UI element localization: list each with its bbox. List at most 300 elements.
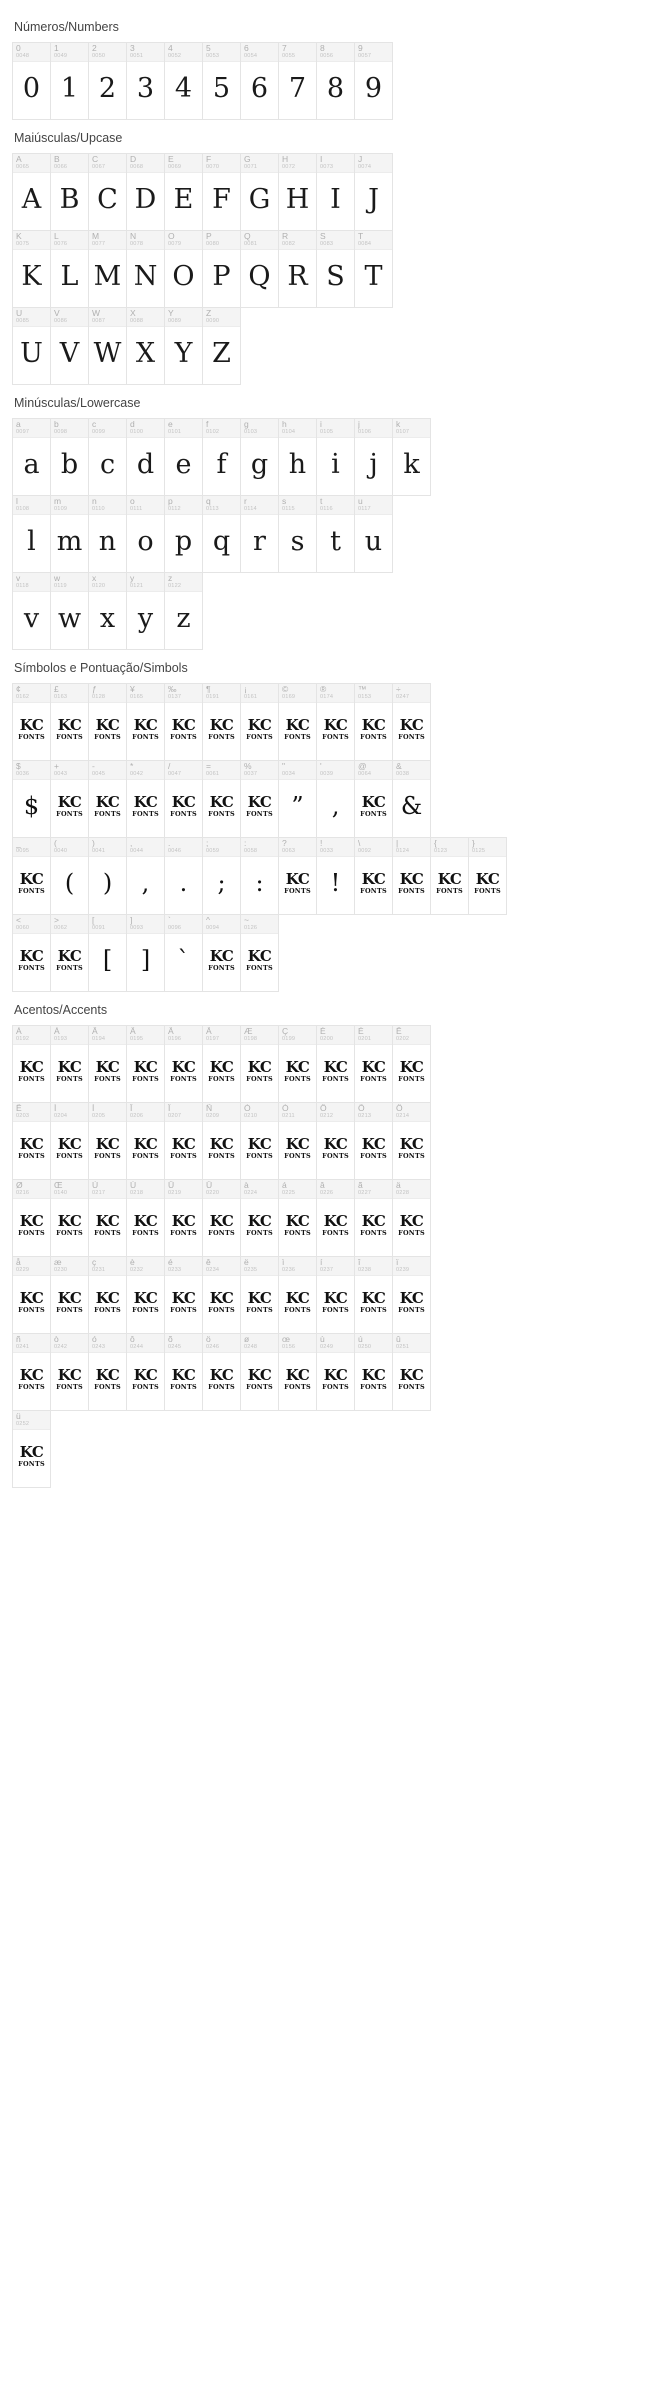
- glyph-cell[interactable]: [126, 1179, 165, 1257]
- kc-fonts-logo: [322, 1134, 349, 1161]
- kc-fonts-logo-kc: KC: [247, 1365, 272, 1385]
- glyph-cell[interactable]: [354, 1102, 393, 1180]
- glyph-art: [51, 173, 88, 230]
- glyph-code-label: 0230: [54, 1267, 68, 1273]
- glyph-meta: [393, 684, 430, 703]
- glyph-cell[interactable]: [202, 837, 241, 915]
- glyph-meta: [51, 1180, 88, 1199]
- glyph-cell[interactable]: [50, 1256, 89, 1334]
- glyph-cell[interactable]: [240, 418, 279, 496]
- glyph-cell[interactable]: [88, 1102, 127, 1180]
- glyph-cell[interactable]: [202, 1102, 241, 1180]
- kc-fonts-logo-kc: KC: [209, 1057, 234, 1077]
- glyph-character-label: Ã: [130, 1027, 136, 1036]
- kc-fonts-logo-kc: KC: [209, 1288, 234, 1308]
- glyph-cell[interactable]: [88, 683, 127, 761]
- glyph-cell[interactable]: [88, 1025, 127, 1103]
- glyph-art: [165, 857, 202, 914]
- glyph-cell[interactable]: [316, 1025, 355, 1103]
- kc-fonts-logo: [18, 946, 45, 973]
- glyph-cell[interactable]: [468, 837, 507, 915]
- glyph-cell[interactable]: [12, 683, 51, 761]
- glyph-code-label: 0246: [206, 1344, 220, 1350]
- glyph-cell[interactable]: [88, 1333, 127, 1411]
- glyph-meta: [203, 838, 240, 857]
- section-title: Minúsculas/Lowercase: [14, 396, 141, 410]
- glyph-cell[interactable]: [202, 418, 241, 496]
- kc-fonts-logo-fonts: FONTS: [56, 1229, 83, 1238]
- kc-fonts-logo: [56, 1211, 83, 1238]
- glyph-cell[interactable]: [278, 418, 317, 496]
- glyph-cell[interactable]: [126, 153, 165, 231]
- glyph-code-label: 0191: [206, 694, 220, 700]
- kc-fonts-logo-kc: KC: [247, 1288, 272, 1308]
- glyph-cell[interactable]: [164, 495, 203, 573]
- glyph-specimen: R: [287, 260, 308, 292]
- kc-fonts-logo-kc: KC: [171, 1134, 196, 1154]
- glyph-cell[interactable]: [50, 837, 89, 915]
- glyph-cell[interactable]: [50, 307, 89, 385]
- glyph-cell[interactable]: [278, 683, 317, 761]
- glyph-code-label: 0123: [434, 848, 448, 854]
- glyph-cell[interactable]: [126, 572, 165, 650]
- glyph-code-label: 0245: [168, 1344, 182, 1350]
- glyph-cell[interactable]: [88, 1256, 127, 1334]
- glyph-cell[interactable]: [392, 683, 431, 761]
- glyph-character-label: ): [92, 839, 95, 848]
- glyph-cell[interactable]: [392, 1256, 431, 1334]
- glyph-cell[interactable]: [12, 495, 51, 573]
- glyph-cell[interactable]: [202, 760, 241, 838]
- glyph-cell[interactable]: [126, 1333, 165, 1411]
- kc-fonts-logo-fonts: FONTS: [322, 1306, 349, 1315]
- kc-fonts-logo: [284, 1288, 311, 1315]
- glyph-cell[interactable]: [354, 230, 393, 308]
- glyph-cell[interactable]: [50, 153, 89, 231]
- glyph-cell[interactable]: [202, 1179, 241, 1257]
- glyph-cell[interactable]: [126, 1025, 165, 1103]
- glyph-cell[interactable]: [50, 418, 89, 496]
- glyph-meta: [13, 308, 50, 327]
- glyph-cell[interactable]: [392, 1102, 431, 1180]
- kc-fonts-logo-fonts: FONTS: [208, 1306, 235, 1315]
- glyph-cell[interactable]: [12, 1025, 51, 1103]
- glyph-cell[interactable]: [202, 1256, 241, 1334]
- glyph-cell[interactable]: [88, 418, 127, 496]
- glyph-code-label: 0057: [358, 53, 372, 59]
- glyph-art: [355, 703, 392, 760]
- kc-fonts-logo-fonts: FONTS: [360, 810, 387, 819]
- glyph-cell[interactable]: [50, 914, 89, 992]
- glyph-cell[interactable]: [240, 495, 279, 573]
- glyph-cell[interactable]: [126, 495, 165, 573]
- glyph-cell[interactable]: [126, 307, 165, 385]
- glyph-code-label: 0074: [358, 164, 372, 170]
- glyph-art: [51, 250, 88, 307]
- glyph-specimen: N: [133, 260, 158, 292]
- glyph-cell[interactable]: [278, 42, 317, 120]
- glyph-cell[interactable]: [164, 914, 203, 992]
- glyph-cell[interactable]: [202, 1333, 241, 1411]
- glyph-code-label: 0210: [244, 1113, 258, 1119]
- glyph-cell[interactable]: [126, 230, 165, 308]
- glyph-cell[interactable]: [164, 683, 203, 761]
- glyph-art: [279, 1276, 316, 1333]
- kc-fonts-logo-kc: KC: [209, 715, 234, 735]
- glyph-cell[interactable]: [354, 1333, 393, 1411]
- glyph-code-label: 0096: [168, 925, 182, 931]
- glyph-cell[interactable]: [12, 1102, 51, 1180]
- glyph-cell[interactable]: [392, 1025, 431, 1103]
- glyph-art: [13, 515, 50, 572]
- glyph-cell[interactable]: [202, 914, 241, 992]
- glyph-character-label: @: [358, 762, 367, 771]
- glyph-cell[interactable]: [164, 1179, 203, 1257]
- glyph-character-label: .: [168, 839, 171, 848]
- glyph-cell[interactable]: [164, 572, 203, 650]
- glyph-cell[interactable]: [202, 153, 241, 231]
- glyph-code-label: 0218: [130, 1190, 144, 1196]
- glyph-cell[interactable]: [202, 1025, 241, 1103]
- glyph-code-label: 0205: [92, 1113, 106, 1119]
- glyph-art: [51, 1276, 88, 1333]
- glyph-character-label: a: [16, 420, 21, 429]
- glyph-cell[interactable]: [88, 837, 127, 915]
- glyph-cell[interactable]: [316, 153, 355, 231]
- kc-fonts-logo-fonts: FONTS: [94, 1152, 121, 1161]
- glyph-cell[interactable]: [164, 307, 203, 385]
- glyph-art: [317, 62, 354, 119]
- kc-fonts-logo-kc: KC: [247, 946, 272, 966]
- glyph-meta: [317, 1026, 354, 1045]
- glyph-cell[interactable]: [278, 837, 317, 915]
- glyph-cell[interactable]: [12, 837, 51, 915]
- glyph-cell[interactable]: [164, 1256, 203, 1334]
- glyph-specimen: ‚: [331, 792, 340, 821]
- glyph-art: [203, 515, 240, 572]
- glyph-cell[interactable]: [278, 760, 317, 838]
- glyph-cell[interactable]: [164, 1102, 203, 1180]
- glyph-art: [355, 515, 392, 572]
- glyph-character-label: O: [168, 232, 175, 241]
- kc-fonts-logo-fonts: FONTS: [398, 1306, 425, 1315]
- glyph-art: [241, 934, 278, 991]
- glyph-specimen: s: [290, 525, 305, 557]
- kc-fonts-logo-kc: KC: [171, 1365, 196, 1385]
- glyph-cell[interactable]: [278, 1102, 317, 1180]
- glyph-cell[interactable]: [12, 914, 51, 992]
- kc-fonts-logo-kc: KC: [323, 1288, 348, 1308]
- glyph-cell[interactable]: [126, 42, 165, 120]
- glyph-cell[interactable]: [392, 760, 431, 838]
- kc-fonts-logo: [132, 715, 159, 742]
- glyph-code-label: 0107: [396, 429, 410, 435]
- glyph-cell[interactable]: [354, 760, 393, 838]
- kc-fonts-logo-kc: KC: [399, 1365, 424, 1385]
- glyph-cell[interactable]: [316, 1256, 355, 1334]
- glyph-meta: [89, 1334, 126, 1353]
- glyph-character-label: l: [16, 497, 18, 506]
- glyph-cell[interactable]: [392, 1179, 431, 1257]
- glyph-meta: [241, 231, 278, 250]
- glyph-cell[interactable]: [354, 418, 393, 496]
- glyph-character-label: (: [54, 839, 57, 848]
- glyph-cell[interactable]: [50, 1102, 89, 1180]
- glyph-row: [12, 42, 649, 119]
- kc-fonts-logo-kc: KC: [361, 1211, 386, 1231]
- glyph-cell[interactable]: [202, 42, 241, 120]
- kc-fonts-logo-fonts: FONTS: [56, 964, 83, 973]
- glyph-cell[interactable]: [316, 495, 355, 573]
- glyph-cell[interactable]: [278, 495, 317, 573]
- glyph-cell[interactable]: [392, 837, 431, 915]
- glyph-cell[interactable]: [430, 837, 469, 915]
- glyph-cell[interactable]: [50, 683, 89, 761]
- kc-fonts-logo-fonts: FONTS: [246, 1229, 273, 1238]
- glyph-cell[interactable]: [316, 1102, 355, 1180]
- glyph-art: [203, 934, 240, 991]
- glyph-cell[interactable]: [126, 683, 165, 761]
- glyph-cell[interactable]: [50, 572, 89, 650]
- kc-fonts-logo: [436, 869, 463, 896]
- glyph-character-label: ,: [130, 839, 133, 848]
- glyph-character-label: -: [92, 762, 95, 771]
- glyph-cell[interactable]: [164, 230, 203, 308]
- glyph-cell[interactable]: [240, 1256, 279, 1334]
- glyph-art: [51, 592, 88, 649]
- glyph-meta: [127, 915, 164, 934]
- glyph-cell[interactable]: [240, 760, 279, 838]
- glyph-cell[interactable]: [164, 760, 203, 838]
- glyph-cell[interactable]: [126, 418, 165, 496]
- kc-fonts-logo-fonts: FONTS: [284, 1152, 311, 1161]
- glyph-cell[interactable]: [316, 418, 355, 496]
- glyph-cell[interactable]: [88, 307, 127, 385]
- glyph-cell[interactable]: [278, 1179, 317, 1257]
- glyph-art: [317, 438, 354, 495]
- kc-fonts-logo: [56, 946, 83, 973]
- glyph-cell[interactable]: [354, 683, 393, 761]
- kc-fonts-logo-kc: KC: [57, 1057, 82, 1077]
- kc-fonts-logo-kc: KC: [209, 1365, 234, 1385]
- kc-fonts-logo-kc: KC: [361, 715, 386, 735]
- glyph-cell[interactable]: [278, 153, 317, 231]
- glyph-cell[interactable]: [12, 1256, 51, 1334]
- glyph-cell[interactable]: [12, 307, 51, 385]
- glyph-cell[interactable]: [240, 837, 279, 915]
- glyph-cell[interactable]: [240, 1025, 279, 1103]
- glyph-cell[interactable]: [354, 42, 393, 120]
- kc-fonts-logo-fonts: FONTS: [56, 1152, 83, 1161]
- glyph-cell[interactable]: [202, 683, 241, 761]
- kc-fonts-logo-fonts: FONTS: [208, 1383, 235, 1392]
- glyph-cell[interactable]: [50, 42, 89, 120]
- kc-fonts-logo: [246, 1365, 273, 1392]
- kc-fonts-logo: [322, 1057, 349, 1084]
- glyph-row: [12, 572, 649, 649]
- glyph-cell[interactable]: [88, 42, 127, 120]
- kc-fonts-logo-fonts: FONTS: [246, 1306, 273, 1315]
- glyph-cell[interactable]: [240, 42, 279, 120]
- glyph-cell[interactable]: [354, 837, 393, 915]
- kc-fonts-logo: [56, 1057, 83, 1084]
- glyph-cell[interactable]: [164, 837, 203, 915]
- glyph-cell[interactable]: [240, 153, 279, 231]
- glyph-art: [203, 1276, 240, 1333]
- glyph-cell[interactable]: [12, 418, 51, 496]
- kc-fonts-logo: [360, 1134, 387, 1161]
- glyph-cell[interactable]: [126, 1102, 165, 1180]
- glyph-character-label: ë: [244, 1258, 249, 1267]
- glyph-character-label: è: [130, 1258, 135, 1267]
- glyph-cell[interactable]: [12, 230, 51, 308]
- glyph-art: [165, 1353, 202, 1410]
- glyph-cell[interactable]: [354, 495, 393, 573]
- glyph-cell[interactable]: [50, 760, 89, 838]
- glyph-cell[interactable]: [126, 837, 165, 915]
- glyph-cell[interactable]: [12, 153, 51, 231]
- glyph-cell[interactable]: [50, 1333, 89, 1411]
- glyph-code-label: 0243: [92, 1344, 106, 1350]
- glyph-code-label: 0109: [54, 506, 68, 512]
- section-title: Números/Numbers: [14, 20, 119, 34]
- glyph-cell[interactable]: [240, 1179, 279, 1257]
- glyph-cell[interactable]: [202, 230, 241, 308]
- glyph-code-label: 0056: [320, 53, 334, 59]
- glyph-cell[interactable]: [12, 572, 51, 650]
- glyph-code-label: 0097: [16, 429, 30, 435]
- glyph-cell[interactable]: [88, 760, 127, 838]
- glyph-cell[interactable]: [316, 42, 355, 120]
- glyph-cell[interactable]: [50, 230, 89, 308]
- glyph-cell[interactable]: [12, 1333, 51, 1411]
- glyph-code-label: 0061: [206, 771, 220, 777]
- glyph-cell[interactable]: [240, 914, 279, 992]
- glyph-meta: [393, 1334, 430, 1353]
- glyph-cell[interactable]: [12, 760, 51, 838]
- glyph-specimen: 2: [98, 72, 117, 104]
- glyph-meta: [203, 1180, 240, 1199]
- glyph-cell[interactable]: [88, 572, 127, 650]
- glyph-cell[interactable]: [126, 760, 165, 838]
- glyph-cell[interactable]: [240, 1333, 279, 1411]
- section-title: Maiúsculas/Upcase: [14, 131, 123, 145]
- glyph-meta: [203, 308, 240, 327]
- glyph-code-label: 0120: [92, 583, 106, 589]
- glyph-specimen: k: [403, 448, 420, 480]
- glyph-code-label: 0211: [282, 1113, 295, 1119]
- glyph-cell[interactable]: [278, 1333, 317, 1411]
- glyph-specimen: r: [253, 525, 266, 557]
- glyph-cell[interactable]: [50, 495, 89, 573]
- glyph-art: [165, 515, 202, 572]
- kc-fonts-logo: [18, 1365, 45, 1392]
- glyph-cell[interactable]: [202, 307, 241, 385]
- glyph-code-label: 0067: [92, 164, 106, 170]
- glyph-cell[interactable]: [278, 1025, 317, 1103]
- kc-fonts-logo: [18, 1442, 45, 1469]
- glyph-cell[interactable]: [354, 153, 393, 231]
- kc-fonts-logo: [246, 1211, 273, 1238]
- glyph-character-label: ã: [358, 1181, 363, 1190]
- glyph-cell[interactable]: [316, 1333, 355, 1411]
- glyph-cell[interactable]: [126, 914, 165, 992]
- glyph-meta: [241, 1180, 278, 1199]
- glyph-cell[interactable]: [88, 1179, 127, 1257]
- glyph-art: [393, 438, 430, 495]
- glyph-art: [241, 1276, 278, 1333]
- glyph-cell[interactable]: [164, 42, 203, 120]
- glyph-cell[interactable]: [278, 230, 317, 308]
- glyph-character-label: ö: [206, 1335, 211, 1344]
- glyph-character-label: ÷: [396, 685, 401, 694]
- glyph-code-label: 0080: [206, 241, 220, 247]
- glyph-meta: [89, 915, 126, 934]
- glyph-cell[interactable]: [50, 1179, 89, 1257]
- glyph-cell[interactable]: [240, 230, 279, 308]
- kc-fonts-logo-kc: KC: [171, 1288, 196, 1308]
- glyph-art: [241, 1199, 278, 1256]
- glyph-cell[interactable]: [316, 1179, 355, 1257]
- glyph-cell[interactable]: [392, 418, 431, 496]
- glyph-cell[interactable]: [88, 914, 127, 992]
- glyph-cell[interactable]: [354, 1179, 393, 1257]
- kc-fonts-logo: [94, 1057, 121, 1084]
- glyph-art: [165, 250, 202, 307]
- glyph-cell[interactable]: [164, 1025, 203, 1103]
- glyph-cell[interactable]: [12, 42, 51, 120]
- glyph-meta: [51, 1103, 88, 1122]
- glyph-cell[interactable]: [164, 153, 203, 231]
- glyph-cell[interactable]: [50, 1025, 89, 1103]
- glyph-cell[interactable]: [88, 495, 127, 573]
- glyph-code-label: 0229: [16, 1267, 30, 1273]
- glyph-cell[interactable]: [88, 153, 127, 231]
- glyph-cell[interactable]: [88, 230, 127, 308]
- glyph-cell[interactable]: [316, 760, 355, 838]
- glyph-character-label: ú: [358, 1335, 363, 1344]
- glyph-row: [12, 1102, 649, 1179]
- glyph-cell[interactable]: [164, 1333, 203, 1411]
- glyph-art: [279, 515, 316, 572]
- glyph-cell[interactable]: [316, 683, 355, 761]
- glyph-meta: [89, 838, 126, 857]
- glyph-cell[interactable]: [278, 1256, 317, 1334]
- kc-fonts-logo: [56, 1134, 83, 1161]
- glyph-cell[interactable]: [392, 1333, 431, 1411]
- glyph-cell[interactable]: [164, 418, 203, 496]
- glyph-cell[interactable]: [12, 1410, 51, 1488]
- glyph-cell[interactable]: [240, 683, 279, 761]
- glyph-cell[interactable]: [202, 495, 241, 573]
- glyph-code-label: 0088: [130, 318, 144, 324]
- kc-fonts-logo: [246, 946, 273, 973]
- glyph-character-label: ä: [396, 1181, 401, 1190]
- glyph-cell[interactable]: [354, 1025, 393, 1103]
- glyph-cell[interactable]: [354, 1256, 393, 1334]
- glyph-cell[interactable]: [240, 1102, 279, 1180]
- glyph-cell[interactable]: [316, 230, 355, 308]
- glyph-cell[interactable]: [316, 837, 355, 915]
- glyph-art: [165, 1276, 202, 1333]
- glyph-code-label: 0036: [16, 771, 30, 777]
- kc-fonts-logo: [170, 1288, 197, 1315]
- glyph-cell[interactable]: [126, 1256, 165, 1334]
- glyph-cell[interactable]: [12, 1179, 51, 1257]
- glyph-art: [89, 173, 126, 230]
- glyph-art: [241, 780, 278, 837]
- glyph-meta: [355, 231, 392, 250]
